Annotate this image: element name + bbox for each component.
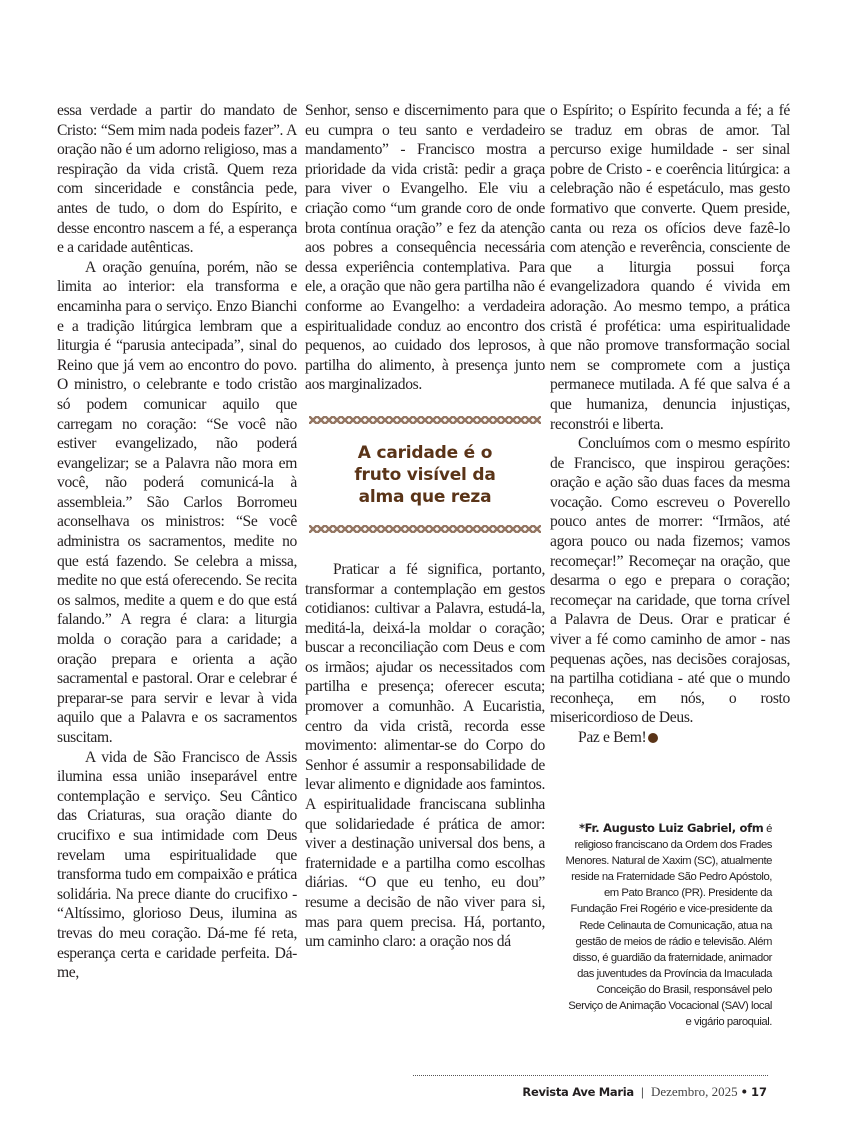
- pull-quote: [305, 442, 545, 508]
- footer-dotted-rule: [413, 1075, 768, 1076]
- closing-text: Paz e Bem!: [578, 729, 647, 746]
- paragraph: A vida de São Francisco de Assis ilumina essa união inseparável entre contemplação e serviço. Seu Cântico das Criaturas, sua oração diante do crucifixo e sua intimidade com Deus revelam uma espiritualidade que transforma tudo em compaixão e prática solidária. Na prece diante do crucifixo - “Altíssimo, glorioso Deus, ilumina as trevas do meu coração. Dá-me fé reta, esperança certa e caridade perfeita. Dá-me,: [57, 748, 297, 982]
- article-column-1: [57, 101, 297, 983]
- diamond-divider-top: [309, 415, 541, 425]
- paragraph: o Espírito; o Espírito fecunda a fé; a fé se traduz em obras de amor. Tal percurso exige humildade - ser sinal pobre de Cristo - e coerência litúrgica: a celebração não é espetáculo, mas gesto formativo que converte. Quem preside, canta ou reza os ofícios deve fazê-lo com atenção e reverência, consciente de que a liturgia possui força evangelizadora quando é vivida em adoração. Ao mesmo tempo, a prática cristã é profética: uma espiritualidade que não promove transformação social nem se compromete com a justiça permanece mutilada. A fé que salva é a que humaniza, denuncia injustiças, reconstrói e liberta.: [550, 102, 790, 433]
- pull-quote-line: alma que reza: [358, 486, 492, 507]
- pull-quote-box: [305, 415, 545, 534]
- end-of-article-dot-icon: [648, 733, 658, 743]
- page-footer: [522, 1084, 767, 1100]
- author-bio-text: é religioso franciscano da Ordem dos Frades Menores. Natural de Xaxim (SC), atualmente reside na Fraternidade São Pedro Apóstolo, em Pato Branco (PR). Presidente da Fundação Frei Rogério e vice-presidente da Rede Celinauta de Comunicação, atua na gestão de meios de rádio e televisão. Além disso, é guardião da fraternidade, animador das juventudes da Província da Imaculada Conceição do Brasil, responsável pelo Serviço de Animação Vocacional (SAV) local e vigário paroquial.: [565, 823, 772, 1029]
- pull-quote-line: A caridade é o: [357, 442, 493, 463]
- paragraph: Praticar a fé significa, portanto, transformar a contemplação em gestos cotidianos: cultivar a Palavra, estudá-la, meditá-la, deixá-la moldar o coração; buscar a reconciliação com Deus e com os irmãos; ajudar os necessitados com partilha e presença; oferecer escuta; promover a comunhão. A Eucaristia, centro da vida cristã, recorda esse movimento: alimentar-se do Corpo do Senhor é assumir a responsabilidade de levar alimento e dignidade aos famintos. A espiritualidade franciscana sublinha que solidariedade é prática de amor: viver a destinação universal dos bens, a fraternidade e a partilha como escolhas diárias. “O que eu tenho, eu dou” resume a decisão de não viver para si, mas para quem precisa. Há, portanto, um caminho claro: a oração nos dá: [305, 560, 545, 951]
- article-column-3: [550, 101, 790, 748]
- footer-separator: |: [640, 1085, 644, 1099]
- magazine-name: Revista Ave Maria: [522, 1085, 634, 1099]
- issue-date: Dezembro, 2025: [650, 1084, 738, 1099]
- paragraph: essa verdade a partir do mandato de Cristo: “Sem mim nada podeis fazer”. A oração não é um adorno religioso, mas a respiração da vida cristã. Quem reza com sinceridade e constância pede, antes de tudo, o dom do Espírito, e desse encontro nascem a fé, a esperança e a caridade autênticas.: [57, 102, 297, 257]
- paragraph: Senhor, senso e discernimento para que eu cumpra o teu santo e verdadeiro mandamento” - Francisco mostra a prioridade da vida cristã: pedir a graça para viver o Evangelho. Ele viu a criação como “um grande coro de onde brota contínua oração” e fez da atenção aos pobres a consequência necessária dessa experiência contemplativa. Para ele, a oração que não gera partilha não é conforme ao Evangelho: a verdadeira espiritualidade conduz ao encontro dos pequenos, ao cuidado dos leprosos, à partilha do alimento, à presença junto aos marginalizados.: [305, 102, 545, 394]
- paragraph: Concluímos com o mesmo espírito de Francisco, que inspirou gerações: oração e ação são duas faces da mesma vocação. Como escreveu o Poverello pouco antes de morrer: “Irmãos, até agora pouco ou nada fizemos; vamos recomeçar!” Recomeçar na oração, que desarma o ego e prepara o coração; recomeçar na caridade, que torna crível a Palavra de Deus. Orar e praticar é viver a fé como caminho de amor - nas pequenas ações, nas decisões corajosas, na partilha cotidiana - até que o mundo reconheça, em nós, o rosto misericordioso de Deus.: [550, 435, 790, 727]
- pull-quote-line: fruto visível da: [354, 464, 496, 485]
- diamond-divider-bottom: [309, 524, 541, 534]
- paragraph: A oração genuína, porém, não se limita ao interior: ela transforma e encaminha para o serviço. Enzo Bianchi e a tradição litúrgica lembram que a liturgia é “parusia antecipada”, sinal do Reino que já vem ao encontro do povo. O ministro, o celebrante e todo cristão só podem comunicar aquilo que carregam no coração: “Se você não estiver evangelizado, não poderá evangelizar; se a Palavra não mora em você, não poderá comunicá-la à assembleia.” São Carlos Borromeu aconselhava os ministros: “Se você administra os sacramentos, medite no que está fazendo. Se celebra a missa, medite no que está oferecendo. Se recita os salmos, medite a quem e do que está falando.” A regra é clara: a liturgia molda o coração para a caridade; a oração prepara e orienta a ação sacramental e pastoral. Orar e celebrar é preparar-se para servir e levar à vida aquilo que a Palavra e os sacramentos suscitam.: [57, 258, 297, 746]
- author-bio: [564, 820, 772, 1030]
- page-number: 17: [750, 1085, 767, 1099]
- bullet-icon: •: [740, 1085, 748, 1099]
- article-column-2: [305, 101, 545, 952]
- closing-line: [550, 728, 790, 748]
- author-name: *Fr. Augusto Luiz Gabriel, ofm: [578, 821, 764, 835]
